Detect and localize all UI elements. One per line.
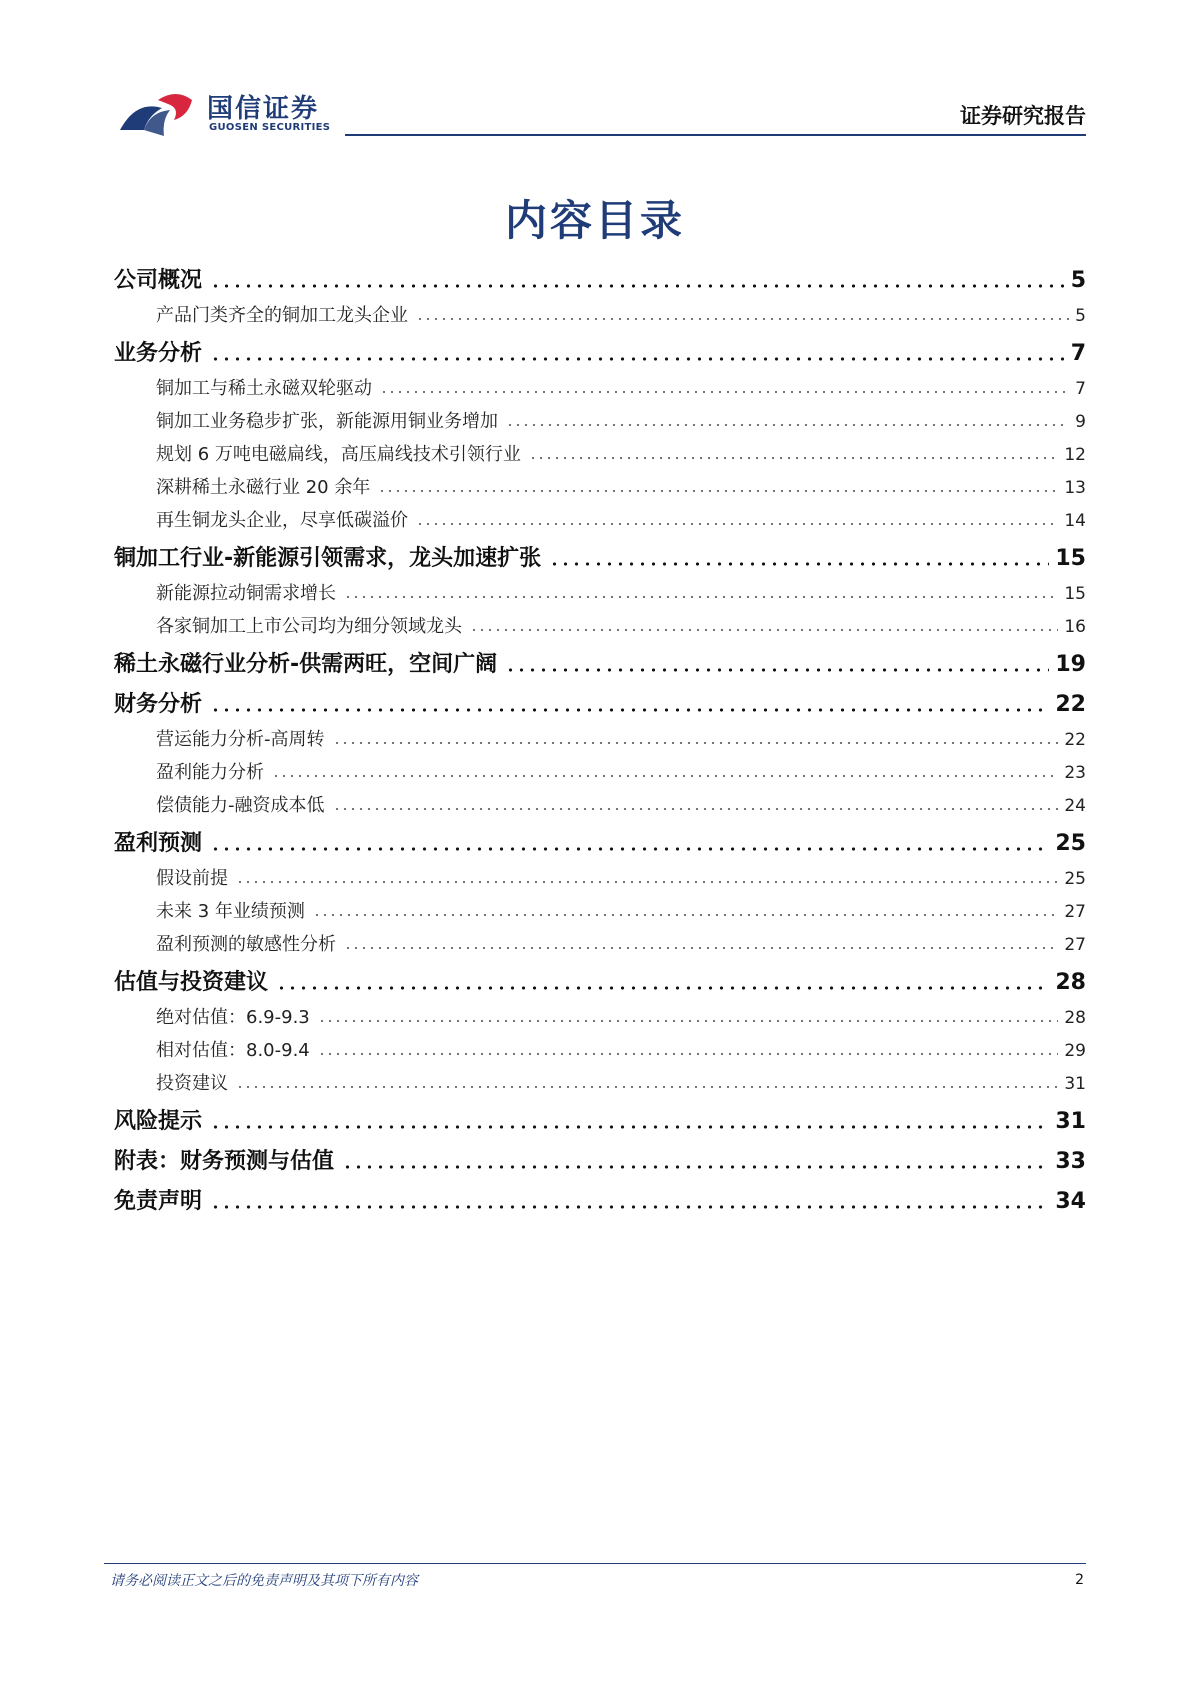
toc-entry-section[interactable] — [114, 530, 1086, 570]
toc-entry-page: 27 — [1064, 935, 1086, 955]
toc-entry-section[interactable] — [114, 676, 1086, 716]
toc-title: 内容目录 — [504, 196, 685, 245]
header-divider — [345, 134, 1086, 136]
toc-entry-page: 5 — [1075, 306, 1086, 326]
toc-entry-section[interactable] — [114, 636, 1086, 676]
toc-dot-leader — [236, 1085, 1058, 1089]
toc-entry-subsection[interactable] — [114, 994, 1086, 1027]
toc-entry-page: 34 — [1055, 1189, 1086, 1214]
toc-entry-subsection[interactable] — [114, 888, 1086, 921]
toc-entry-page: 7 — [1070, 341, 1086, 366]
toc-entry-subsection[interactable] — [114, 464, 1086, 497]
toc-entry-subsection[interactable] — [114, 292, 1086, 325]
toc-dot-leader — [344, 595, 1058, 599]
toc-entry-page: 31 — [1064, 1074, 1086, 1094]
toc-entry-page: 25 — [1064, 869, 1086, 889]
toc-entry-title: 产品门类齐全的铜加工龙头企业 — [156, 305, 408, 326]
toc-entry-subsection[interactable] — [114, 855, 1086, 888]
toc-dot-leader — [380, 390, 1069, 394]
toc-dot-leader — [470, 628, 1058, 632]
toc-entry-subsection[interactable] — [114, 749, 1086, 782]
toc-dot-leader — [416, 317, 1069, 321]
toc-entry-title: 再生铜龙头企业，尽享低碳溢价 — [156, 510, 408, 531]
toc-entry-title: 绝对估值：6.9-9.3 — [156, 1007, 310, 1028]
toc-entry-section[interactable] — [114, 1173, 1086, 1213]
toc-dot-leader — [318, 1052, 1059, 1056]
toc-entry-title: 业务分析 — [114, 341, 203, 366]
toc-entry-page: 28 — [1055, 970, 1086, 995]
toc-entry-subsection[interactable] — [114, 782, 1086, 815]
toc-dot-leader — [210, 1125, 1049, 1129]
toc-dot-leader — [505, 668, 1049, 672]
toc-dot-leader — [210, 284, 1065, 288]
footer-divider — [104, 1563, 1086, 1564]
brand-name-cn: 国信证券 — [207, 94, 320, 124]
toc-entry-page: 16 — [1064, 617, 1086, 637]
toc-entry-title: 未来 3 年业绩预测 — [156, 901, 305, 922]
toc-entry-title: 稀土永磁行业分析-供需两旺，空间广阔 — [114, 652, 498, 677]
guosen-logo-icon — [118, 86, 198, 142]
toc-entry-page: 27 — [1064, 902, 1086, 922]
toc-dot-leader — [333, 807, 1059, 811]
toc-entry-title: 免责声明 — [114, 1189, 203, 1214]
toc-entry-page: 5 — [1070, 268, 1086, 293]
toc-dot-leader — [210, 847, 1049, 851]
toc-entry-title: 营运能力分析-高周转 — [156, 729, 325, 750]
page-header — [0, 0, 1190, 140]
toc-entry-page: 19 — [1055, 652, 1086, 677]
toc-entry-subsection[interactable] — [114, 431, 1086, 464]
toc-entry-title: 铜加工业务稳步扩张，新能源用铜业务增加 — [156, 411, 498, 432]
toc-entry-page: 12 — [1064, 445, 1086, 465]
toc-dot-leader — [344, 946, 1058, 950]
toc-dot-leader — [272, 774, 1058, 778]
toc-entry-title: 相对估值：8.0-9.4 — [156, 1040, 310, 1061]
toc-dot-leader — [378, 489, 1058, 493]
toc-entry-section[interactable] — [114, 815, 1086, 855]
toc-entry-section[interactable] — [114, 1133, 1086, 1173]
toc-entry-page: 22 — [1055, 692, 1086, 717]
toc-entry-subsection[interactable] — [114, 398, 1086, 431]
footer-disclaimer-note: 请务必阅读正文之后的免责声明及其项下所有内容 — [110, 1573, 418, 1589]
toc-entry-title: 附表：财务预测与估值 — [114, 1149, 335, 1174]
toc-entry-title: 铜加工与稀土永磁双轮驱动 — [156, 378, 372, 399]
toc-entry-subsection[interactable] — [114, 497, 1086, 530]
toc-dot-leader — [236, 880, 1058, 884]
toc-entry-page: 24 — [1064, 796, 1086, 816]
toc-entry-title: 偿债能力-融资成本低 — [156, 795, 325, 816]
toc-entry-title: 风险提示 — [114, 1109, 203, 1134]
toc-entry-title: 估值与投资建议 — [114, 970, 269, 995]
toc-entry-subsection[interactable] — [114, 921, 1086, 954]
toc-entry-subsection[interactable] — [114, 1027, 1086, 1060]
toc-entry-title: 各家铜加工上市公司均为细分领域龙头 — [156, 616, 462, 637]
toc-entry-title: 铜加工行业-新能源引领需求，龙头加速扩张 — [114, 546, 542, 571]
toc-entry-page: 31 — [1055, 1109, 1086, 1134]
toc-entry-subsection[interactable] — [114, 1060, 1086, 1093]
toc-dot-leader — [529, 456, 1058, 460]
page-number: 2 — [1075, 1572, 1084, 1588]
toc-dot-leader — [313, 913, 1058, 917]
toc-dot-leader — [210, 1205, 1049, 1209]
toc-entry-page: 9 — [1075, 412, 1086, 432]
toc-entry-page: 15 — [1064, 584, 1086, 604]
toc-entry-title: 财务分析 — [114, 692, 203, 717]
toc-entry-section[interactable] — [114, 954, 1086, 994]
toc-dot-leader — [416, 522, 1058, 526]
toc-dot-leader — [276, 986, 1049, 990]
toc-entry-subsection[interactable] — [114, 603, 1086, 636]
toc-dot-leader — [318, 1019, 1059, 1023]
toc-entry-title: 深耕稀土永磁行业 20 余年 — [156, 477, 371, 498]
toc-entry-section[interactable] — [114, 325, 1086, 365]
toc-entry-subsection[interactable] — [114, 716, 1086, 749]
toc-entry-page: 13 — [1064, 478, 1086, 498]
toc-entry-title: 盈利能力分析 — [156, 762, 264, 783]
toc-entry-page: 7 — [1075, 379, 1086, 399]
toc-entry-section[interactable] — [114, 1093, 1086, 1133]
toc-entry-page: 15 — [1055, 546, 1086, 571]
toc-entry-title: 公司概况 — [114, 268, 203, 293]
toc-entry-section[interactable] — [114, 252, 1086, 292]
toc-entry-subsection[interactable] — [114, 570, 1086, 603]
toc-entry-page: 25 — [1055, 831, 1086, 856]
toc-dot-leader — [342, 1165, 1049, 1169]
toc-entry-page: 28 — [1064, 1008, 1086, 1028]
toc-entry-title: 规划 6 万吨电磁扁线，高压扁线技术引领行业 — [156, 444, 521, 465]
toc-entry-page: 14 — [1064, 511, 1086, 531]
toc-entry-title: 盈利预测的敏感性分析 — [156, 934, 336, 955]
toc-entry-page: 33 — [1055, 1149, 1086, 1174]
toc-entry-page: 29 — [1064, 1041, 1086, 1061]
toc-entry-title: 假设前提 — [156, 868, 228, 889]
toc-entry-title: 投资建议 — [156, 1073, 228, 1094]
toc-dot-leader — [210, 357, 1065, 361]
toc-dot-leader — [549, 562, 1049, 566]
toc-entry-title: 新能源拉动铜需求增长 — [156, 583, 336, 604]
toc-entry-page: 22 — [1064, 730, 1086, 750]
toc-entry-title: 盈利预测 — [114, 831, 203, 856]
toc-entry-page: 23 — [1064, 763, 1086, 783]
toc-entry-subsection[interactable] — [114, 365, 1086, 398]
report-type-label: 证券研究报告 — [960, 104, 1086, 128]
toc-dot-leader — [506, 423, 1069, 427]
toc-dot-leader — [210, 708, 1049, 712]
table-of-contents — [114, 252, 1086, 1213]
toc-dot-leader — [333, 741, 1059, 745]
brand-name-en: GUOSEN SECURITIES — [209, 122, 331, 133]
